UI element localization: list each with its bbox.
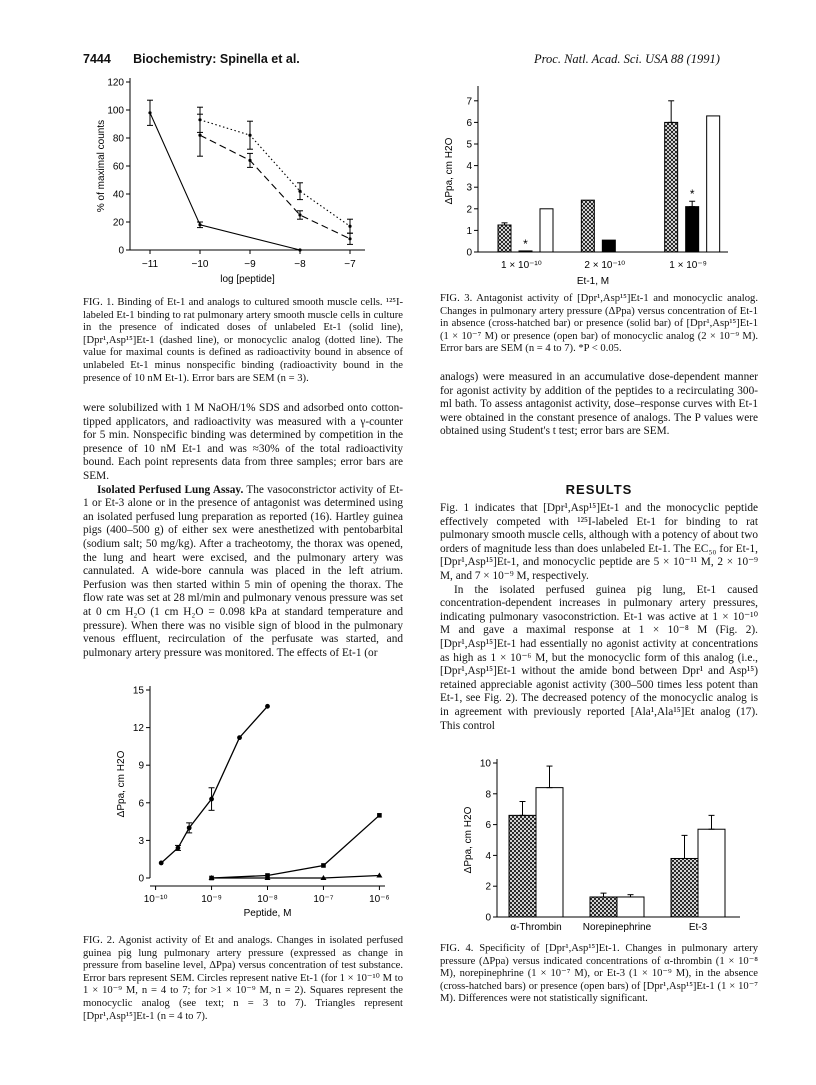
journal-section: Biochemistry: Spinella et al. bbox=[133, 52, 300, 66]
fig2-circle-marker bbox=[237, 735, 242, 740]
fig1-data-point bbox=[198, 134, 201, 137]
fig2-x-tick-label: 10⁻¹⁰ bbox=[143, 894, 168, 905]
fig4-y-tick-label: 8 bbox=[485, 789, 491, 801]
fig2-y-tick-label: 3 bbox=[138, 835, 144, 847]
fig2-y-tick-label: 15 bbox=[132, 685, 144, 697]
figure-2 bbox=[100, 682, 400, 922]
right-column-text-2 bbox=[440, 502, 758, 733]
fig2-y-tick-label: 0 bbox=[138, 873, 144, 885]
figure-2-caption: FIG. 2. Agonist activity of Et and analogs. Changes in isolated perfused guinea pig lung pulmonary artery pressure (expressed as change in pressure from baseline level, ΔPpa) versus concentration of test substance. Error bars represent SEM. Circles represent native Et-1 (for 1 × 10⁻¹⁰ M to 1 × 10⁻⁹ M, n = 4 to 7; for >1 × 10⁻⁹ M, n = 2). Squares represent the monocyclic analog (see text; n = 3 to 7). Triangles represent [Dpr¹,Asp¹⁵]Et-1 (n = 4 to 7). bbox=[83, 935, 403, 1022]
fig1-data-point bbox=[348, 225, 351, 228]
running-header bbox=[83, 52, 300, 67]
fig2-circle-marker bbox=[187, 825, 192, 830]
fig4-y-tick-label: 10 bbox=[479, 758, 491, 770]
fig2-circle-marker bbox=[159, 861, 164, 866]
figure-2-chart bbox=[100, 682, 400, 922]
fig2-x-tick-label: 10⁻⁹ bbox=[201, 894, 222, 905]
fig4-y-tick-label: 4 bbox=[485, 850, 491, 862]
fig2-y-tick-label: 9 bbox=[138, 760, 144, 772]
left-paragraph-1: were solubilized with 1 M NaOH/1% SDS and adsorbed onto cotton-tipped applicators, and radioactivity was measured with a γ-counter for 5 min. Nonspecific binding was determined by competition in the presence of 10 nM Et-1 and was ≈30% of the total radioactivity bound. Each point represents data from three samples; error bars are SEM. bbox=[83, 402, 403, 482]
fig4-bar bbox=[617, 897, 644, 917]
fig2-x-tick-label: 10⁻⁸ bbox=[257, 894, 278, 905]
fig2-y-tick-label: 12 bbox=[132, 723, 144, 735]
fig4-y-axis-label: ΔPpa, cm H2O bbox=[463, 806, 474, 874]
fig4-y-tick-label: 6 bbox=[485, 820, 491, 832]
left-paragraph-2: Isolated Perfused Lung Assay. The vasoconstrictor activity of Et-1 or Et-3 alone or in the presence of antagonist was determined using an isolated perfused lung preparation as reported (16). Hartley guinea pigs (400–500 g) of either sex were anesthetized with pentobarbital (sodium salt; 50 mg/kg). After a tracheotomy, the thorax was opened, the lung and heart were excised, and the pulmonary artery was cannulated. A wide-bore cannula was placed in the left atrium. Perfusion was then started within 5 min of opening the thorax. The flow rate was set at 28 ml/min and pulmonary venous pressure was set at 0 cm H₂O (1 cm H₂O = 0.098 kPa at standard temperature and pressure). When there was no visible sign of blood in the pulmonary venous effluent, recirculation of the perfusate was started, and pulmonary artery pressure was monitored. The effects of Et-1 (or bbox=[83, 483, 403, 659]
fig2-x-axis-label: Peptide, M bbox=[243, 908, 292, 919]
fig3-y-tick-label: 5 bbox=[466, 139, 472, 151]
fig3-y-axis-label: ΔPpa, cm H2O bbox=[444, 137, 455, 205]
fig4-bar bbox=[590, 897, 617, 917]
fig4-bar bbox=[509, 815, 536, 917]
fig3-category-label: 1 × 10⁻¹⁰ bbox=[501, 260, 542, 271]
fig4-bar bbox=[536, 788, 563, 917]
fig1-series-line-dashed bbox=[200, 135, 350, 239]
fig3-y-tick-label: 1 bbox=[466, 225, 472, 237]
fig3-bar bbox=[519, 251, 532, 252]
figure-4 bbox=[455, 755, 755, 940]
fig3-bar bbox=[581, 200, 594, 252]
fig1-y-axis-label: % of maximal counts bbox=[96, 119, 107, 213]
fig4-bar bbox=[671, 858, 698, 917]
section-head-lung-assay: Isolated Perfused Lung Assay. bbox=[97, 483, 244, 496]
fig4-bar bbox=[698, 829, 725, 917]
fig2-y-tick-label: 6 bbox=[138, 798, 144, 810]
fig3-bar bbox=[540, 209, 553, 252]
fig3-bar bbox=[602, 240, 615, 252]
fig1-data-point bbox=[198, 118, 201, 121]
fig1-x-tick-label: −10 bbox=[191, 259, 209, 270]
fig1-data-point bbox=[348, 237, 351, 240]
fig2-circle-marker bbox=[209, 797, 214, 802]
fig3-y-tick-label: 3 bbox=[466, 182, 472, 194]
fig1-y-tick-label: 120 bbox=[107, 77, 124, 89]
fig2-x-tick-label: 10⁻⁶ bbox=[369, 894, 390, 905]
fig1-x-tick-label: −7 bbox=[344, 259, 356, 270]
results-heading: RESULTS bbox=[565, 482, 633, 497]
left-column-text bbox=[83, 402, 403, 660]
fig2-square-marker bbox=[321, 863, 326, 868]
fig4-category-label: Et-3 bbox=[688, 922, 708, 933]
figure-1 bbox=[80, 72, 370, 287]
fig4-category-label: Norepinephrine bbox=[582, 922, 652, 933]
fig3-significance-mark: * bbox=[523, 236, 528, 251]
right-column-text-1 bbox=[440, 371, 758, 439]
fig2-circle-marker bbox=[265, 704, 270, 709]
fig1-y-tick-label: 40 bbox=[112, 189, 124, 201]
fig1-data-point bbox=[298, 248, 301, 251]
fig3-bar bbox=[498, 225, 511, 252]
fig1-data-point bbox=[248, 134, 251, 137]
fig3-y-tick-label: 7 bbox=[466, 96, 472, 108]
figure-4-chart bbox=[455, 755, 755, 940]
right-paragraph-2: Fig. 1 indicates that [Dpr¹,Asp¹⁵]Et-1 and the monocyclic peptide effectively competed with ¹²⁵I-labeled Et-1 for binding to rat pulmonary smooth muscle cells, although with a potency of about two orders of magnitude less than does unlabeled Et-1. The EC₅₀ for Et-1, [Dpr¹,Asp¹⁵]Et-1, and monocyclic peptide are 5 × 10⁻¹¹ M, 2 × 10⁻⁹ M, and 7 × 10⁻⁹ M, respectively. bbox=[440, 502, 758, 582]
fig3-y-tick-label: 2 bbox=[466, 204, 472, 216]
fig3-category-label: 1 × 10⁻⁹ bbox=[669, 260, 707, 271]
fig2-square-marker bbox=[377, 813, 382, 818]
fig4-category-label: α-Thrombin bbox=[510, 922, 562, 933]
fig1-x-tick-label: −8 bbox=[294, 259, 306, 270]
figure-3-caption: FIG. 3. Antagonist activity of [Dpr¹,Asp¹⁵]Et-1 and monocyclic analog. Changes in pulmonary artery pressure (ΔPpa) versus concentration of Et-1 in absence (cross-hatched bar) or presence (solid bar) of [Dpr¹,Asp¹⁵]Et-1 (1 × 10⁻⁷ M) or presence (open bar) of monocyclic analog (2 × 10⁻⁹ M). Error bars are SEM (n = 4 to 7). *P < 0.05. bbox=[440, 293, 758, 355]
figure-1-chart bbox=[80, 72, 370, 287]
fig1-x-tick-label: −11 bbox=[141, 259, 159, 270]
fig1-series-line-solid bbox=[150, 113, 300, 250]
fig1-data-point bbox=[298, 213, 301, 216]
fig2-series-line-square bbox=[212, 815, 380, 878]
fig1-data-point bbox=[148, 111, 151, 114]
figure-4-caption: FIG. 4. Specificity of [Dpr¹,Asp¹⁵]Et-1. Changes in pulmonary artery pressure (ΔPpa) versus indicated concentrations of α-thrombin (1 × 10⁻⁸ M), norepinephrine (1 × 10⁻⁷ M), or Et-3 (1 × 10⁻⁹ M), in the absence (cross-hatched bars) or presence (open bars) of [Dpr¹,Asp¹⁵]Et-1 (1 × 10⁻⁷ M). Differences were not statistically significant. bbox=[440, 943, 758, 1005]
fig2-x-tick-label: 10⁻⁷ bbox=[313, 894, 334, 905]
fig3-y-tick-label: 6 bbox=[466, 117, 472, 129]
right-paragraph-3: In the isolated perfused guinea pig lung, Et-1 caused concentration-dependent increases in pulmonary artery pressures, indicating pulmonary vasoconstriction. Et-1 was active at 1 × 10⁻¹⁰ M and gave a maximal response at 1 × 10⁻⁸ M (Fig. 2). [Dpr¹,Asp¹⁵]Et-1 had essentially no agonist activity at concentrations as high as 1 × 10⁻⁶ M, but the monocyclic form of this analog (i.e., [Dpr¹,Asp¹⁵]Et-1 without the amide bond between Dpr¹ and Asp¹⁵) retained appreciable agonist activity (300–500 times less potent than Et-1, see Fig. 2). The decreased potency of the monocyclic analog is in agreement with previously reported [Ala¹,Ala¹⁵]Et analog (17). This control bbox=[440, 583, 758, 732]
fig1-y-tick-label: 0 bbox=[118, 245, 124, 257]
fig1-y-tick-label: 20 bbox=[112, 217, 124, 229]
fig2-series-line-circle bbox=[161, 706, 267, 863]
fig1-data-point bbox=[248, 159, 251, 162]
fig3-y-tick-label: 0 bbox=[466, 247, 472, 259]
fig1-data-point bbox=[198, 223, 201, 226]
fig3-bar bbox=[686, 207, 699, 252]
fig2-circle-marker bbox=[176, 846, 181, 851]
fig1-x-tick-label: −9 bbox=[244, 259, 256, 270]
fig1-data-point bbox=[298, 190, 301, 193]
journal-citation: Proc. Natl. Acad. Sci. USA 88 (1991) bbox=[534, 52, 720, 66]
fig3-category-label: 2 × 10⁻¹⁰ bbox=[584, 260, 626, 271]
figure-3-chart bbox=[436, 80, 736, 287]
figure-1-caption: FIG. 1. Binding of Et-1 and analogs to cultured smooth muscle cells. ¹²⁵I-labeled Et-1 binding to rat pulmonary artery smooth muscle cells in culture in the presence of indicated doses of unlabeled Et-1 (solid line), [Dpr¹,Asp¹⁵]Et-1 (dashed line), or monocyclic analog (dotted line). The value for maximal counts is defined as radioactivity bound in absence of unlabeled Et-1 minus nonspecific binding (radioactivity bound in the presence of 10 nM Et-1). Error bars are SEM (n = 3). bbox=[83, 297, 403, 384]
fig1-y-tick-label: 80 bbox=[112, 133, 124, 145]
fig3-y-tick-label: 4 bbox=[466, 161, 472, 173]
fig1-x-axis-label: log [peptide] bbox=[220, 274, 275, 285]
fig4-y-tick-label: 0 bbox=[485, 912, 491, 924]
fig1-y-tick-label: 100 bbox=[107, 105, 124, 117]
fig3-bar bbox=[707, 116, 720, 252]
fig1-series-line-dotted bbox=[200, 120, 350, 226]
right-paragraph-1: analogs) were measured in an accumulative dose-dependent manner for agonist activity by addition of the peptides to a recirculating 300-ml bath. To assess antagonist activity, dose–response curves with Et-1 were obtained in the constant presence of analogs. The P values were obtained using Student's t test; error bars are SEM. bbox=[440, 371, 758, 438]
fig3-bar bbox=[665, 122, 678, 252]
fig1-y-tick-label: 60 bbox=[112, 161, 124, 173]
figure-3 bbox=[436, 80, 736, 287]
fig2-y-axis-label: ΔPpa, cm H2O bbox=[116, 750, 127, 818]
fig3-x-axis-label: Et-1, M bbox=[576, 276, 610, 287]
fig3-significance-mark: * bbox=[689, 187, 695, 202]
page-number: 7444 bbox=[83, 52, 111, 66]
fig4-y-tick-label: 2 bbox=[485, 881, 491, 893]
